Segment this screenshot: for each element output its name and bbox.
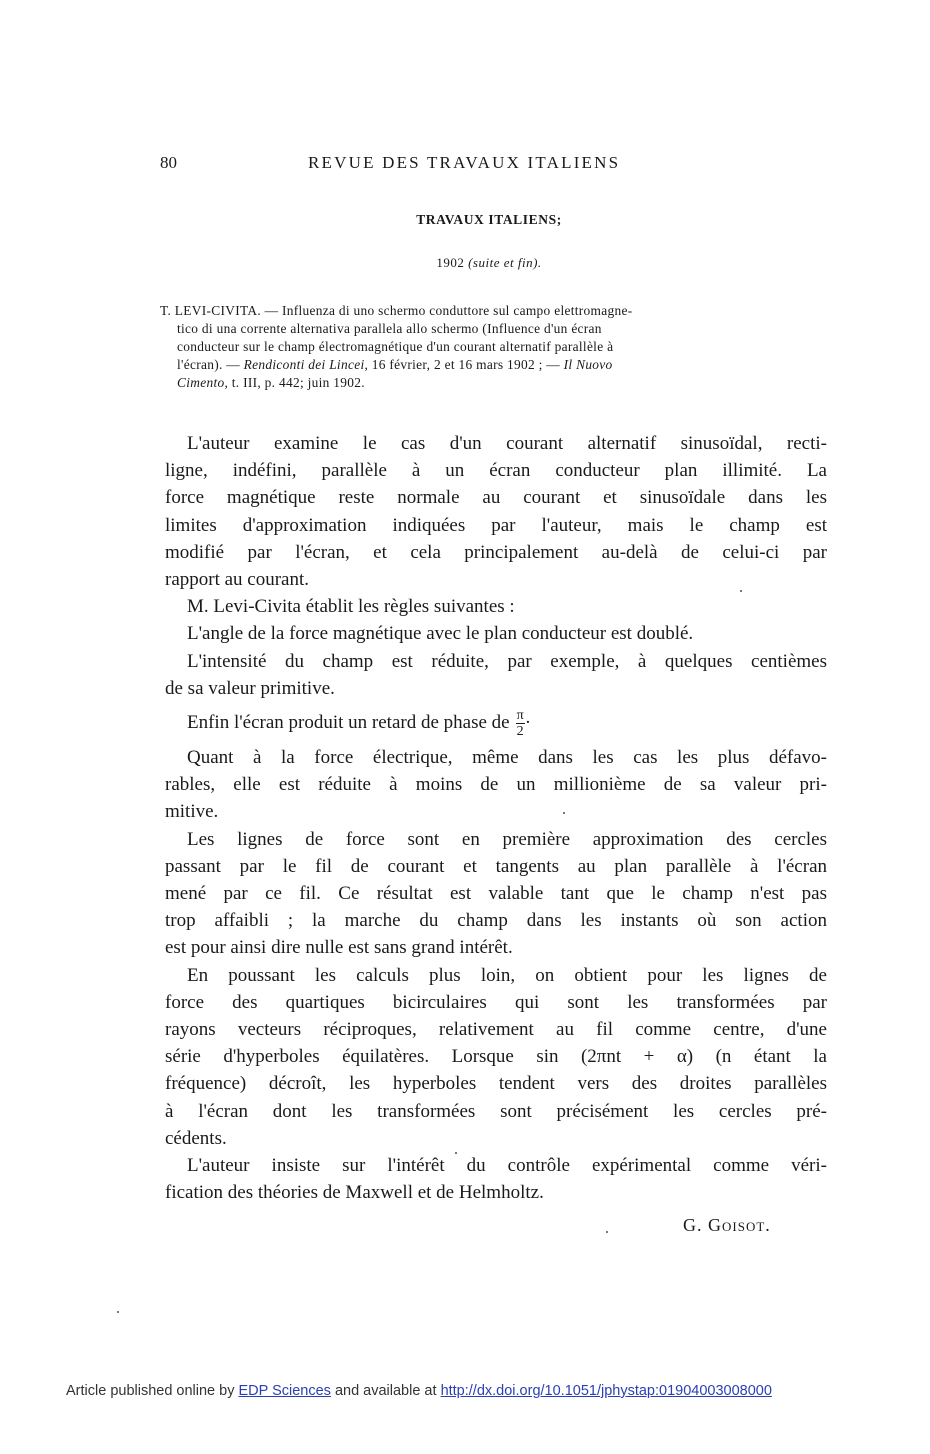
scan-speck: [563, 812, 565, 814]
journal-name-nuovo: Il Nuovo: [563, 357, 613, 372]
reference-line: conducteur sur le champ électromagnétique d'un courant alternatif parallèle à: [177, 339, 614, 354]
paragraph-7-line: trop affaibli ; la marche du champ dans les instants où son action: [165, 910, 827, 932]
signature-initial: G. G: [683, 1215, 722, 1235]
footer-middle: and available at: [330, 1383, 441, 1399]
paragraph-5-text: Enfin l'écran produit un retard de phase de: [187, 712, 510, 734]
paragraph-8-line: cédents.: [165, 1127, 227, 1149]
paragraph-8-line: force des quartiques bicirculaires qui sont les transformées par: [165, 991, 827, 1013]
year-line: [0, 255, 930, 271]
scan-speck: [740, 590, 742, 592]
scan-speck: [455, 1152, 457, 1154]
article-body: [165, 430, 827, 1206]
year: 1902: [436, 255, 465, 270]
year-note: (suite et fin).: [468, 255, 542, 270]
paragraph-7-line: Les lignes de force sont en première approximation des cercles: [187, 828, 827, 850]
paragraph-5-end: ·: [524, 712, 532, 734]
paragraph-6-line: mitive.: [165, 801, 219, 823]
footer-prefix: Article published online by: [66, 1383, 239, 1399]
doi-link[interactable]: http://dx.doi.org/10.1051/jphystap:01904003008000: [440, 1383, 772, 1399]
paragraph-7-line: est pour ainsi dire nulle est sans grand intérêt.: [165, 937, 513, 959]
paragraph-7-line: passant par le fil de courant et tangents au plan parallèle à l'écran: [165, 855, 827, 877]
paragraph-1-line: ligne, indéfini, parallèle à un écran conducteur plan illimité. La: [165, 460, 827, 482]
reference-line: [160, 374, 820, 392]
fraction-numerator: π: [516, 708, 524, 724]
author-signature: [683, 1215, 771, 1236]
journal-name-lincei: Rendiconti dei Lincei: [243, 357, 365, 372]
paragraph-7-line: mené par ce fil. Ce résultat est valable tant que le champ n'est pas: [165, 883, 827, 905]
paragraph-1-line: rapport au courant.: [165, 569, 310, 591]
publication-footer: [66, 1383, 772, 1399]
reference-segment: l'écran). —: [177, 357, 244, 372]
paragraph-8-line: En poussant les calculs plus loin, on obtient pour les lignes de: [187, 964, 827, 986]
paragraph-2: M. Levi-Civita établit les règles suivantes :: [187, 596, 515, 618]
scan-speck: [117, 1311, 119, 1313]
paragraph-9-line: L'auteur insiste sur l'intérêt du contrôle expérimental comme véri-: [187, 1155, 827, 1177]
paragraph-1-line: force magnétique reste normale au courant et sinusoïdale dans les: [165, 487, 827, 509]
reference-line: T. LEVI-CIVITA. — Influenza di uno schermo conduttore sul campo elettromagne-: [160, 303, 633, 318]
reference-line: [160, 356, 820, 374]
running-head: [160, 153, 830, 177]
paragraph-4-line: L'intensité du champ est réduite, par exemple, à quelques centièmes: [187, 650, 827, 672]
paragraph-1-line: limites d'approximation indiquées par l'auteur, mais le champ est: [165, 514, 827, 536]
paragraph-9-line: fication des théories de Maxwell et de Helmholtz.: [165, 1182, 544, 1204]
journal-name-cimento: Cimento: [177, 375, 225, 390]
fraction-denominator: 2: [516, 724, 524, 740]
paragraph-8-line: à l'écran dont les transformées sont précisément les cercles pré-: [165, 1100, 827, 1122]
reference-line: tico di una corrente alternativa parallela allo schermo (Influence d'un écran: [177, 321, 602, 336]
bibliographic-reference: [160, 302, 820, 392]
paragraph-4-line: de sa valeur primitive.: [165, 677, 335, 699]
edp-sciences-link[interactable]: EDP Sciences: [238, 1383, 331, 1399]
section-title: TRAVAUX ITALIENS;: [416, 212, 562, 227]
paragraph-8-line: fréquence) décroît, les hyperboles tendent vers des droites parallèles: [165, 1073, 827, 1095]
paragraph-6-line: rables, elle est réduite à moins de un millionième de sa valeur pri-: [165, 774, 827, 796]
signature-surname: oisot.: [722, 1215, 771, 1235]
paragraph-3: L'angle de la force magnétique avec le plan conducteur est doublé.: [187, 623, 694, 645]
page-number: 80: [160, 153, 177, 172]
journal-title: REVUE DES TRAVAUX ITALIENS: [308, 153, 621, 172]
paragraph-6-line: Quant à la force électrique, même dans les cas les plus défavo-: [187, 747, 827, 769]
paragraph-1-line: modifié par l'écran, et cela principalement au-delà de celui-ci par: [165, 541, 827, 563]
paragraph-8-line: série d'hyperboles équilatères. Lorsque sin (2πnt + α) (n étant la: [165, 1046, 827, 1068]
paragraph-1-line: L'auteur examine le cas d'un courant alternatif sinusoïdal, recti-: [187, 433, 827, 454]
paragraph-5: [165, 702, 827, 744]
pi-over-two-fraction: [516, 708, 525, 739]
reference-segment: , 16 février, 2 et 16 mars 1902 ; —: [364, 357, 564, 372]
scan-speck: [606, 1231, 608, 1233]
paragraph-8-line: rayons vecteurs réciproques, relativement au fil comme centre, d'une: [165, 1019, 827, 1041]
reference-segment: , t. III, p. 442; juin 1902.: [224, 375, 365, 390]
